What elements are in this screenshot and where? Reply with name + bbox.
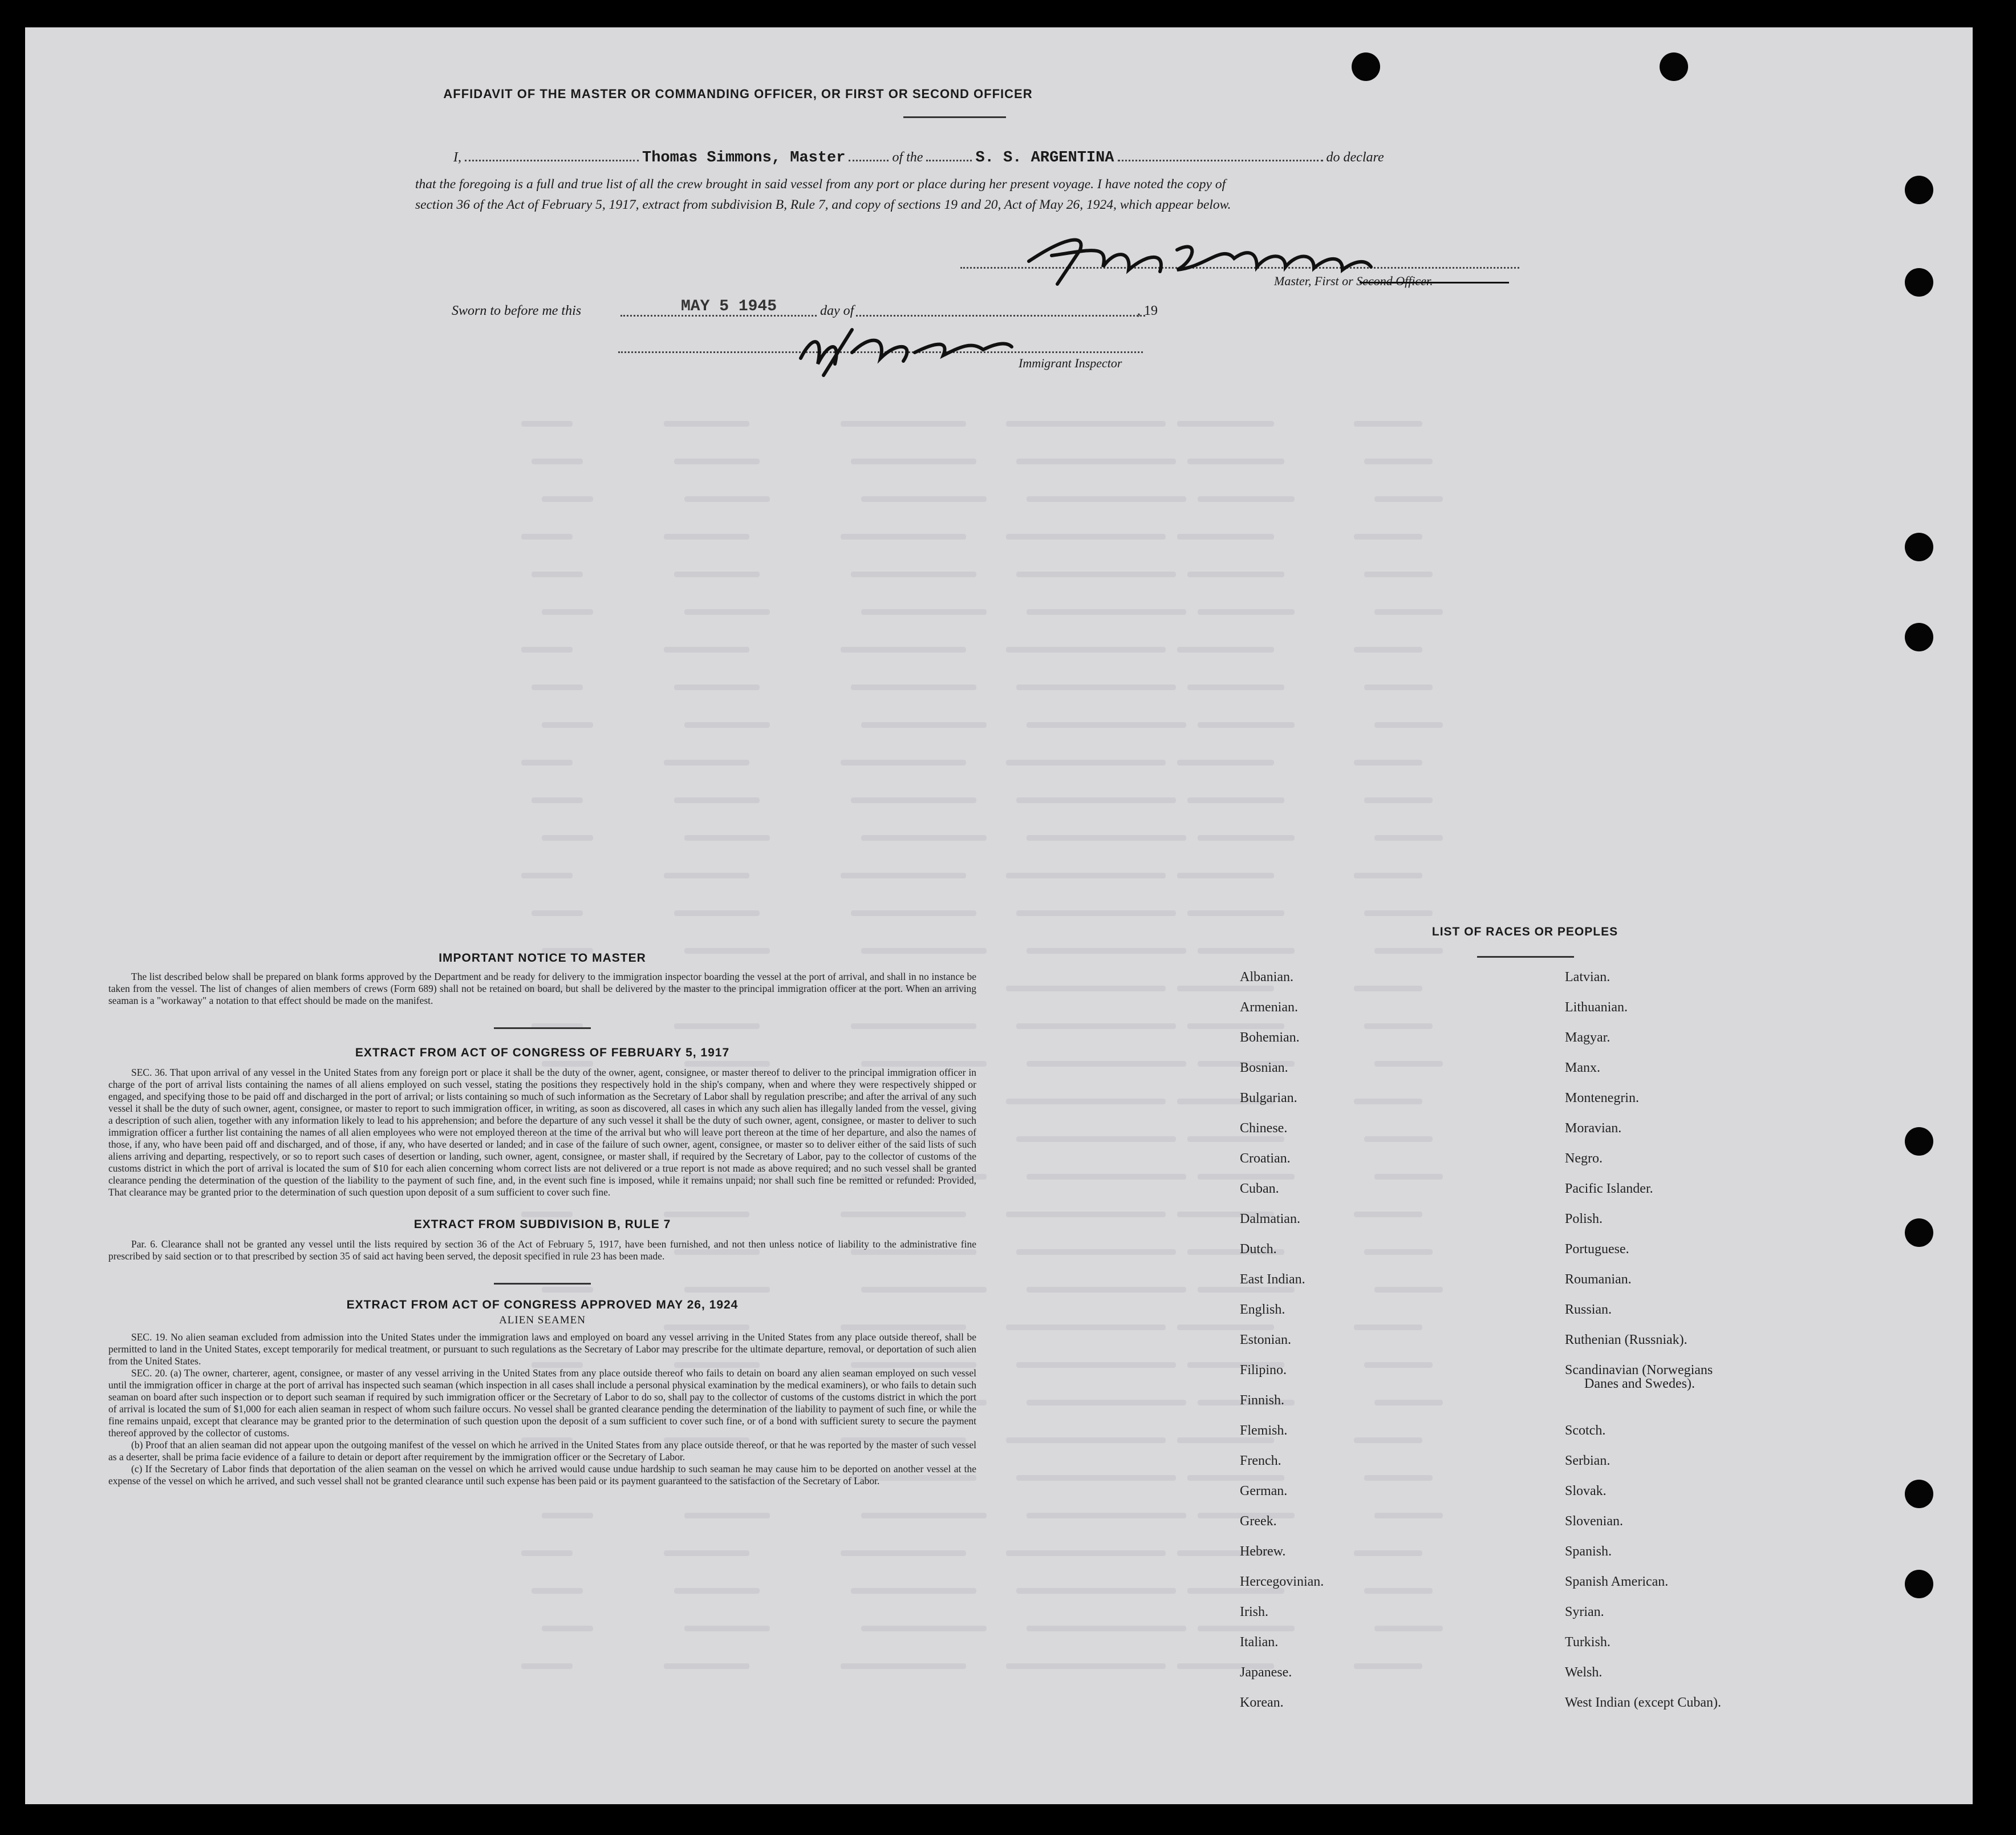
race-item: Danes and Swedes). bbox=[1584, 1376, 1695, 1391]
bleed-mark bbox=[1198, 609, 1295, 615]
bleed-mark bbox=[521, 1550, 573, 1556]
bleed-mark bbox=[1364, 684, 1433, 690]
bleed-mark bbox=[684, 609, 770, 615]
bleed-mark bbox=[521, 421, 573, 427]
bleed-mark bbox=[1198, 496, 1295, 502]
sworn-prefix: Sworn to before me this bbox=[452, 303, 582, 318]
race-item: Cuban. bbox=[1240, 1181, 1279, 1196]
race-item: Finnish. bbox=[1240, 1393, 1285, 1408]
bleed-mark bbox=[1006, 1324, 1166, 1330]
race-item: Slovenian. bbox=[1565, 1514, 1623, 1529]
signature-caption: Master, First or Second Officer. bbox=[1274, 274, 1433, 288]
bleed-mark bbox=[1364, 797, 1433, 803]
bleed-mark bbox=[1354, 986, 1422, 991]
bleed-mark bbox=[1006, 647, 1166, 653]
sec20a-text: SEC. 20. (a) The owner, charterer, agent, consignee, or master of any vessel arriving in the United States from any place outside thereof who fails to detain on board any alien seaman employed on such vessel until the immigration officer in charge at the port of arrival has inspected such seaman (which inspection in all cases shall include a personal physical examination by the medical examiners), or who fails to detain such seaman on board after such inspection or to deport such seaman if required by such immigration officer or the Secretary of Labor to do so, shall pay to the collector of customs of the customs district in which the port of arrival is located the sum of $1,000 for each alien seaman in respect of whom such failure occurs. No vessel shall be granted clearance pending the determination of the liability to payment of such fine, or while the fine remains unpaid, except that clearance may be granted prior to the determination of such question upon the deposit of a sum sufficient to cover such fine, or of a bond with sufficient surety to secure the payment thereof approved by the collector of customs. bbox=[108, 1367, 976, 1439]
rule7-title: EXTRACT FROM SUBDIVISION B, RULE 7 bbox=[413, 1218, 671, 1231]
year-prefix: , 19 bbox=[1137, 303, 1158, 318]
race-item: East Indian. bbox=[1240, 1272, 1305, 1287]
bleed-mark bbox=[1027, 722, 1186, 728]
bleed-mark bbox=[1187, 1136, 1284, 1142]
date-stamp: MAY 5 1945 bbox=[681, 298, 777, 315]
race-item: West Indian (except Cuban). bbox=[1565, 1695, 1721, 1710]
race-item: Negro. bbox=[1565, 1151, 1603, 1166]
bleed-mark bbox=[542, 722, 593, 728]
bleed-mark bbox=[861, 1513, 987, 1518]
punch-hole bbox=[1905, 623, 1933, 651]
rule7-text: Par. 6. Clearance shall not be granted any vessel until the lists required by section 36 of the Act of February 5, 1917, have been furnished, and not then unless notice of liability to the administrative fine prescribed by said section or to that prescribed by section 35 of said act having been served, the deposit specified in rule 23 has been made. bbox=[108, 1238, 976, 1262]
bleed-mark bbox=[1027, 1400, 1186, 1405]
bleed-mark bbox=[1354, 421, 1422, 427]
race-item: Ruthenian (Russniak). bbox=[1565, 1332, 1688, 1347]
vessel-name: S. S. ARGENTINA bbox=[975, 149, 1114, 167]
bleed-mark bbox=[1177, 647, 1274, 653]
bleed-mark bbox=[1364, 1475, 1433, 1481]
punch-hole bbox=[1905, 1218, 1933, 1247]
of-the-label: of the bbox=[892, 150, 923, 165]
bleed-mark bbox=[532, 910, 583, 916]
race-item: Chinese. bbox=[1240, 1121, 1288, 1136]
legal-text-column bbox=[108, 951, 976, 1487]
bleed-mark bbox=[674, 684, 760, 690]
race-item: Dutch. bbox=[1240, 1242, 1277, 1257]
bleed-mark bbox=[1187, 459, 1284, 464]
extract-1917-text: SEC. 36. That upon arrival of any vessel in the United States from any foreign port or place it shall be the duty of the owner, agent, consignee, or master thereof to deliver to the principal immigration officer in charge of the port of arrival lists containing the names of all aliens employed on such vessel, stating the positions they respectively hold in the ship's company, when and where they were respectively shipped or engaged, and specifying those to be paid off and discharged in the port of arrival; or lists containing so much of such information as the Secretary of Labor shall by regulation prescribe; and after the arrival of any such vessel it shall be the duty of such owner, agent, consignee, or master to report to such immigration officer, in writing, as soon as discovered, all cases in which any such alien has illegally landed from the vessel, giving a description of such alien, together with any information likely to lead to his apprehension; and before the departure of any such vessel it shall be the duty of such owner, agent, consignee, or master to deliver to such immigration officer a further list containing the names of all alien employees who were not employed thereon at the time of the arrival but who will leave port thereon at the time of her departure, and also the names of those, if any, who have been paid off and discharged, and of those, if any, who have deserted or landed; and in case of the failure of such owner, agent, consignee, or master so to deliver either of the said lists of such aliens arriving and departing, respectively, or so to report such cases of desertion or landing, such owner, agent, consignee, or master shall, if required by the Secretary of Labor, pay to the collector of customs of the customs district in which the port of arrival is located the sum of $10 for each alien concerning whom correct lists are not delivered or a true report is not made as above required; and no such vessel shall be granted clearance pending the determination of the question of the liability to the payment of such fine, and, in the event such fine is imposed, while it remains unpaid; nor shall such fine be remitted or refunded: Provided, That clearance may be granted prior to the determination of such question upon deposit of a sum sufficient to cover such fine. bbox=[108, 1067, 976, 1198]
bleed-mark bbox=[851, 459, 976, 464]
race-item: Polish. bbox=[1565, 1212, 1603, 1226]
bleed-mark bbox=[542, 496, 593, 502]
bleed-mark bbox=[1027, 609, 1186, 615]
bleed-mark bbox=[1027, 835, 1186, 841]
bleed-mark bbox=[674, 459, 760, 464]
document-page bbox=[25, 27, 1973, 1804]
bleed-mark bbox=[521, 647, 573, 653]
bleed-mark bbox=[1374, 948, 1443, 954]
race-item: Bulgarian. bbox=[1240, 1091, 1297, 1105]
bleed-mark bbox=[1027, 1174, 1186, 1180]
bleed-mark bbox=[1354, 534, 1422, 540]
bleed-mark bbox=[1177, 421, 1274, 427]
bleed-mark bbox=[664, 647, 749, 653]
bleed-mark bbox=[1027, 1287, 1186, 1293]
bleed-mark bbox=[1006, 1212, 1166, 1217]
pronoun: I, bbox=[453, 150, 461, 165]
bleed-mark bbox=[851, 684, 976, 690]
bleed-mark bbox=[674, 910, 760, 916]
bleed-mark bbox=[1027, 1513, 1186, 1518]
bleed-mark bbox=[542, 609, 593, 615]
bleed-mark bbox=[1006, 986, 1166, 991]
bleed-mark bbox=[1027, 496, 1186, 502]
bleed-mark bbox=[1198, 1626, 1295, 1631]
race-item: Pacific Islander. bbox=[1565, 1181, 1653, 1196]
bleed-mark bbox=[1027, 1626, 1186, 1631]
bleed-mark bbox=[532, 572, 583, 577]
race-item: Hercegovinian. bbox=[1240, 1574, 1324, 1589]
bleed-mark bbox=[684, 835, 770, 841]
bleed-mark bbox=[1364, 1023, 1433, 1029]
race-item: Croatian. bbox=[1240, 1151, 1291, 1166]
divider bbox=[903, 116, 1006, 118]
bleed-mark bbox=[1177, 986, 1274, 991]
sec20b-text: (b) Proof that an alien seaman did not appear upon the outgoing manifest of the vessel on which he arrived in the United States from any place outside thereof, or that he was reported by the master of such vessel as a deserter, shall be prima facie evidence of a failure to detain or deport after requirement by the immigration officer or the Secretary of Labor. bbox=[108, 1439, 976, 1463]
bleed-mark bbox=[1364, 572, 1433, 577]
sec19-text: SEC. 19. No alien seaman excluded from admission into the United States under the immigration laws and employed on board any vessel arriving in the United States from any place outside thereof, shall be permitted to land in the United States, except temporarily for medical treatment, or pursuant to such regulations as the Secretary of Labor may prescribe for the ultimate departure, removal, or deportation of such alien from the United States. bbox=[108, 1331, 976, 1367]
bleed-mark bbox=[532, 459, 583, 464]
bleed-mark bbox=[1006, 873, 1166, 878]
bleed-mark bbox=[1187, 572, 1284, 577]
bleed-mark bbox=[841, 760, 966, 765]
race-item: Flemish. bbox=[1240, 1423, 1288, 1438]
race-item: Irish. bbox=[1240, 1605, 1268, 1619]
bleed-mark bbox=[1177, 1324, 1274, 1330]
bleed-mark bbox=[1016, 572, 1176, 577]
race-item: German. bbox=[1240, 1484, 1288, 1498]
bleed-mark bbox=[1187, 797, 1284, 803]
bleed-mark bbox=[1006, 1663, 1166, 1669]
master-name: Thomas Simmons, Master bbox=[642, 149, 846, 167]
race-item: Magyar. bbox=[1565, 1030, 1611, 1045]
bleed-mark bbox=[861, 496, 987, 502]
bleed-mark bbox=[1354, 760, 1422, 765]
bleed-mark bbox=[684, 1513, 770, 1518]
bleed-mark bbox=[1374, 835, 1443, 841]
bleed-mark bbox=[1177, 873, 1274, 878]
bleed-mark bbox=[851, 572, 976, 577]
bleed-mark bbox=[1027, 1061, 1186, 1067]
bleed-mark bbox=[841, 534, 966, 540]
bleed-mark bbox=[841, 1663, 966, 1669]
bleed-mark bbox=[841, 873, 966, 878]
bleed-mark bbox=[841, 1550, 966, 1556]
day-of-label: day of bbox=[818, 303, 856, 319]
bleed-mark bbox=[1016, 1475, 1176, 1481]
race-item: English. bbox=[1240, 1302, 1285, 1317]
bleed-mark bbox=[1187, 684, 1284, 690]
bleed-mark bbox=[1016, 1136, 1176, 1142]
bleed-mark bbox=[1016, 797, 1176, 803]
race-item: Bohemian. bbox=[1240, 1030, 1300, 1045]
bleed-mark bbox=[1027, 948, 1186, 954]
affidavit-line-2: that the foregoing is a full and true list of all the crew brought in said vessel from any port or place during her present voyage. I have noted the copy of bbox=[415, 177, 1226, 192]
bleed-mark bbox=[1354, 1324, 1422, 1330]
affidavit-title: AFFIDAVIT OF THE MASTER OR COMMANDING OFFICER, OR FIRST OR SECOND OFFICER bbox=[443, 87, 1033, 101]
race-item: Manx. bbox=[1565, 1060, 1600, 1075]
race-item: Korean. bbox=[1240, 1695, 1284, 1710]
bleed-mark bbox=[1374, 1174, 1443, 1180]
race-item: Syrian. bbox=[1565, 1605, 1604, 1619]
punch-hole bbox=[1905, 1570, 1933, 1598]
race-item: Armenian. bbox=[1240, 1000, 1298, 1015]
bleed-mark bbox=[841, 647, 966, 653]
bleed-mark bbox=[1177, 760, 1274, 765]
bleed-mark bbox=[532, 1588, 583, 1594]
race-item: Roumanian. bbox=[1565, 1272, 1632, 1287]
bleed-mark bbox=[542, 1513, 593, 1518]
race-item: Estonian. bbox=[1240, 1332, 1291, 1347]
bleed-mark bbox=[1374, 496, 1443, 502]
race-item: Greek. bbox=[1240, 1514, 1277, 1529]
bleed-mark bbox=[1016, 1362, 1176, 1368]
bleed-mark bbox=[851, 1588, 976, 1594]
bleed-mark bbox=[1006, 534, 1166, 540]
races-title: LIST OF RACES OR PEOPLES bbox=[1431, 925, 1619, 938]
race-item: Latvian. bbox=[1565, 970, 1611, 985]
race-item: Lithuanian. bbox=[1565, 1000, 1628, 1015]
bleed-mark bbox=[851, 910, 976, 916]
bleed-mark bbox=[1016, 1249, 1176, 1255]
bleed-mark bbox=[532, 797, 583, 803]
race-item: Filipino. bbox=[1240, 1363, 1287, 1378]
punch-hole bbox=[1660, 52, 1688, 81]
bleed-mark bbox=[684, 722, 770, 728]
race-item: Albanian. bbox=[1240, 970, 1293, 985]
bleed-mark bbox=[1354, 1099, 1422, 1104]
bleed-mark bbox=[1016, 684, 1176, 690]
bleed-mark bbox=[1006, 421, 1166, 427]
bleed-mark bbox=[684, 1626, 770, 1631]
race-item: Turkish. bbox=[1565, 1635, 1611, 1650]
bleed-mark bbox=[1187, 910, 1284, 916]
race-item: Spanish American. bbox=[1565, 1574, 1669, 1589]
punch-hole bbox=[1905, 1127, 1933, 1156]
bleed-mark bbox=[1354, 647, 1422, 653]
bleed-mark bbox=[674, 572, 760, 577]
bleed-mark bbox=[1354, 1550, 1422, 1556]
punch-hole bbox=[1905, 268, 1933, 297]
bleed-mark bbox=[521, 873, 573, 878]
inspector-signature bbox=[789, 318, 1017, 381]
punch-hole bbox=[1905, 533, 1933, 561]
bleed-mark bbox=[532, 684, 583, 690]
bleed-mark bbox=[1374, 1513, 1443, 1518]
race-item: Scandinavian (Norwegians bbox=[1565, 1363, 1713, 1378]
do-declare-label: do declare bbox=[1326, 150, 1384, 165]
bleed-mark bbox=[674, 1588, 760, 1594]
race-item: Russian. bbox=[1565, 1302, 1612, 1317]
bleed-mark bbox=[841, 421, 966, 427]
strike-through bbox=[1360, 282, 1509, 283]
bleed-mark bbox=[1177, 534, 1274, 540]
extract-1917-title: EXTRACT FROM ACT OF CONGRESS OF FEBRUARY 5, 1917 bbox=[355, 1046, 730, 1059]
bleed-mark bbox=[521, 534, 573, 540]
bleed-mark bbox=[1198, 722, 1295, 728]
race-item: Dalmatian. bbox=[1240, 1212, 1300, 1226]
race-item: Spanish. bbox=[1565, 1544, 1612, 1559]
bleed-mark bbox=[1198, 1174, 1295, 1180]
bleed-mark bbox=[1364, 1588, 1433, 1594]
affidavit-line-1 bbox=[453, 149, 1518, 167]
punch-hole bbox=[1905, 1480, 1933, 1508]
bleed-mark bbox=[1374, 1626, 1443, 1631]
bleed-mark bbox=[664, 421, 749, 427]
race-item: French. bbox=[1240, 1453, 1281, 1468]
bleed-mark bbox=[1374, 1287, 1443, 1293]
bleed-mark bbox=[1187, 1475, 1284, 1481]
affidavit-line-3: section 36 of the Act of February 5, 1917, extract from subdivision B, Rule 7, and copy of sections 19 and 20, Act of May 26, 1924, which appear below. bbox=[415, 197, 1231, 212]
notice-title: IMPORTANT NOTICE TO MASTER bbox=[439, 951, 646, 965]
bleed-mark bbox=[861, 1626, 987, 1631]
bleed-mark bbox=[1364, 1362, 1433, 1368]
bleed-mark bbox=[1374, 609, 1443, 615]
bleed-mark bbox=[861, 722, 987, 728]
bleed-mark bbox=[1016, 1023, 1176, 1029]
race-item: Welsh. bbox=[1565, 1665, 1603, 1680]
sec20c-text: (c) If the Secretary of Labor finds that deportation of the alien seaman on the vessel on which he arrived would cause undue hardship to such seaman he may cause him to be deported on another vessel at the expense of the vessel on which he arrived, and such vessel shall not be granted clearance until such expense has been paid or its payment guaranteed to the satisfaction of the Secretary of Labor. bbox=[108, 1463, 976, 1486]
bleed-mark bbox=[1006, 1550, 1166, 1556]
bleed-mark bbox=[1198, 835, 1295, 841]
bleed-mark bbox=[1016, 910, 1176, 916]
race-item: Portuguese. bbox=[1565, 1242, 1629, 1257]
punch-hole bbox=[1352, 52, 1380, 81]
race-item: Serbian. bbox=[1565, 1453, 1611, 1468]
bleed-mark bbox=[1354, 873, 1422, 878]
bleed-mark bbox=[664, 873, 749, 878]
bleed-mark bbox=[1187, 1023, 1284, 1029]
bleed-mark bbox=[1374, 1400, 1443, 1405]
bleed-mark bbox=[664, 1550, 749, 1556]
bleed-mark bbox=[684, 496, 770, 502]
bleed-mark bbox=[851, 797, 976, 803]
bleed-mark bbox=[1364, 910, 1433, 916]
bleed-mark bbox=[1354, 1663, 1422, 1669]
bleed-mark bbox=[542, 835, 593, 841]
bleed-mark bbox=[1016, 459, 1176, 464]
bleed-mark bbox=[861, 835, 987, 841]
bleed-mark bbox=[1354, 1437, 1422, 1443]
notice-text: The list described below shall be prepared on blank forms approved by the Department and be ready for delivery to the immigration inspector boarding the vessel at the port of arrival, and shall in no instance be taken from the vessel. The list of changes of alien members of crews (Form 689) shall not be retained on board, but shall be delivered by the master to the principal immigration officer at the port. When an arriving seaman is a "workaway" a notation to that effect should be made on the manifest. bbox=[108, 971, 976, 1006]
race-item: Montenegrin. bbox=[1565, 1091, 1639, 1105]
race-item: Moravian. bbox=[1565, 1121, 1622, 1136]
bleed-mark bbox=[1374, 722, 1443, 728]
bleed-mark bbox=[521, 1663, 573, 1669]
bleed-mark bbox=[664, 534, 749, 540]
bleed-mark bbox=[1354, 1212, 1422, 1217]
inspector-caption: Immigrant Inspector bbox=[1019, 356, 1122, 370]
extract-1924-subtitle: ALIEN SEAMEN bbox=[499, 1314, 586, 1326]
bleed-mark bbox=[664, 760, 749, 765]
bleed-mark bbox=[861, 609, 987, 615]
bleed-mark bbox=[1198, 948, 1295, 954]
bleed-mark bbox=[1374, 1061, 1443, 1067]
bleed-mark bbox=[1006, 760, 1166, 765]
bleed-mark bbox=[521, 760, 573, 765]
punch-hole bbox=[1905, 176, 1933, 204]
bleed-mark bbox=[1364, 459, 1433, 464]
race-item: Bosnian. bbox=[1240, 1060, 1288, 1075]
race-item: Hebrew. bbox=[1240, 1544, 1286, 1559]
bleed-mark bbox=[1198, 1287, 1295, 1293]
divider bbox=[1477, 956, 1574, 958]
race-item: Slovak. bbox=[1565, 1484, 1607, 1498]
bleed-mark bbox=[1006, 1099, 1166, 1104]
bleed-mark bbox=[542, 1626, 593, 1631]
race-item: Japanese. bbox=[1240, 1665, 1292, 1680]
bleed-mark bbox=[1006, 1437, 1166, 1443]
race-item: Scotch. bbox=[1565, 1423, 1606, 1438]
bleed-mark bbox=[664, 1663, 749, 1669]
extract-1924-title: EXTRACT FROM ACT OF CONGRESS APPROVED MAY 26, 1924 bbox=[346, 1298, 739, 1311]
bleed-mark bbox=[1016, 1588, 1176, 1594]
bleed-mark bbox=[1364, 1249, 1433, 1255]
bleed-mark bbox=[674, 797, 760, 803]
bleed-mark bbox=[1364, 1136, 1433, 1142]
race-item: Italian. bbox=[1240, 1635, 1279, 1650]
